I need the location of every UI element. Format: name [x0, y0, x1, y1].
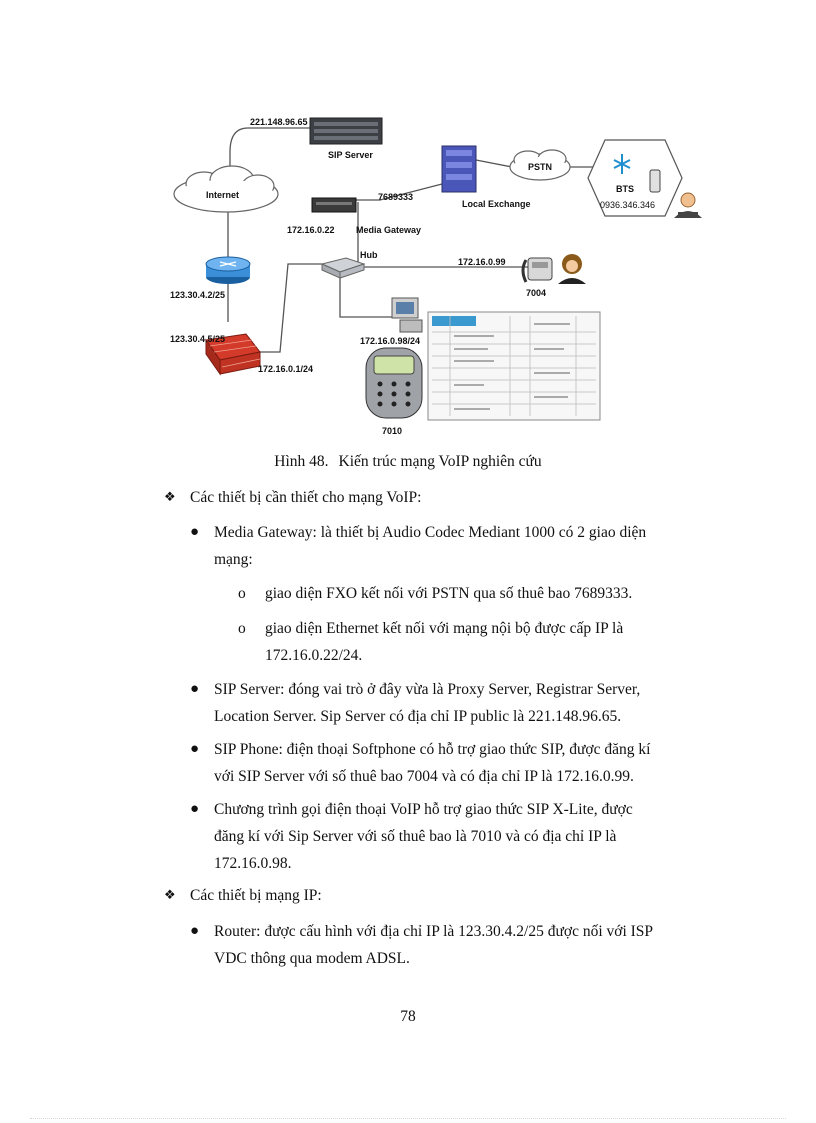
list-item-ethernet-interface: o giao diện Ethernet kết nối với mạng nội bộ được cấp IP là 172.16.0.22/24.: [238, 615, 718, 669]
softphone-icon: [366, 348, 422, 418]
media-gateway-icon: [312, 198, 356, 212]
list-item-sip-server: ● SIP Server: đóng vai trò ở đây vừa là Proxy Server, Registrar Server, Location Server. Sip Server có địa chỉ IP public là 221.148.96.65.: [190, 676, 730, 730]
phone-ip-label: 172.16.0.99: [458, 257, 506, 267]
page-number: 78: [400, 1008, 416, 1025]
router-icon: [206, 257, 250, 284]
pc-ip-label: 172.16.0.98/24: [360, 336, 421, 346]
desktop-pc-icon: [392, 298, 422, 332]
sip-server-ip-label: 221.148.96.65: [250, 117, 308, 127]
list-item-x-lite: ● Chương trình gọi điện thoại VoIP hỗ trợ giao thức SIP X-Lite, được đăng kí với Sip Server với số thuê bao là 7010 và có địa chỉ IP là 172.16.0.98.: [190, 796, 730, 877]
circle-bullet-icon: o: [238, 585, 246, 602]
round-bullet-icon: ●: [190, 801, 200, 817]
list-item-sip-phone: ● SIP Phone: điện thoại Softphone có hỗ trợ giao thức SIP, được đăng kí với SIP Server với số thuê bao 7004 và có địa chỉ IP là 172.16.0.99.: [190, 736, 730, 790]
mobile-number-label: 0936.346.346: [600, 200, 656, 210]
pstn-label: PSTN: [528, 162, 553, 172]
router-ip-label: 123.30.4.2/25: [170, 290, 226, 300]
gateway-ip-label: 172.16.0.22: [287, 225, 335, 235]
local-exchange-icon: [442, 146, 476, 192]
network-architecture-diagram: [160, 112, 720, 442]
figure-caption-text: Kiến trúc mạng VoIP nghiên cứu: [338, 453, 542, 470]
round-bullet-icon: ●: [190, 524, 200, 540]
phone-ext-label: 7004: [526, 288, 547, 298]
bts-label: BTS: [616, 184, 634, 194]
diamond-bullet-icon: ❖: [164, 888, 176, 903]
list-item-router: ● Router: được cấu hình với địa chỉ IP là 123.30.4.2/25 được nối với ISP VDC thông qua modem ADSL.: [190, 918, 730, 972]
softphone-ext-label: 7010: [382, 426, 403, 436]
round-bullet-icon: ●: [190, 741, 200, 757]
firewall-lan-ip-label: 172.16.0.1/24: [258, 364, 314, 374]
round-bullet-icon: ●: [190, 681, 200, 697]
media-gateway-label: Media Gateway: [356, 225, 422, 235]
round-bullet-icon: ●: [190, 923, 200, 939]
firewall-wan-ip-label: 123.30.4.5/25: [170, 334, 226, 344]
circle-bullet-icon: o: [238, 620, 246, 637]
figure-caption-number: Hình 48.: [274, 453, 329, 470]
sip-server-icon: [310, 118, 382, 144]
packet-capture-screenshot: [428, 312, 600, 420]
list-item-fxo-interface: o giao diện FXO kết nối với PSTN qua số thuê bao 7689333.: [238, 580, 718, 607]
female-user-icon: [558, 254, 586, 284]
section-heading-voip-devices: ❖ Các thiết bị cần thiết cho mạng VoIP:: [164, 484, 421, 511]
sip-server-label: SIP Server: [328, 150, 373, 160]
mobile-user-icon: [674, 193, 702, 218]
ip-phone-icon: [523, 258, 552, 282]
mobile-phone-icon: [650, 170, 660, 192]
page-bottom-divider: [30, 1118, 786, 1119]
local-exchange-label: Local Exchange: [462, 199, 531, 209]
hub-label: Hub: [360, 250, 378, 260]
internet-label: Internet: [206, 190, 240, 200]
list-item-media-gateway: ● Media Gateway: là thiết bị Audio Codec Mediant 1000 có 2 giao diện mạng:: [190, 519, 730, 573]
figure-caption: [0, 453, 816, 471]
section-heading-ip-devices: ❖ Các thiết bị mạng IP:: [164, 882, 322, 909]
diamond-bullet-icon: ❖: [164, 490, 176, 505]
trunk-number-label: 7689333: [378, 192, 414, 202]
